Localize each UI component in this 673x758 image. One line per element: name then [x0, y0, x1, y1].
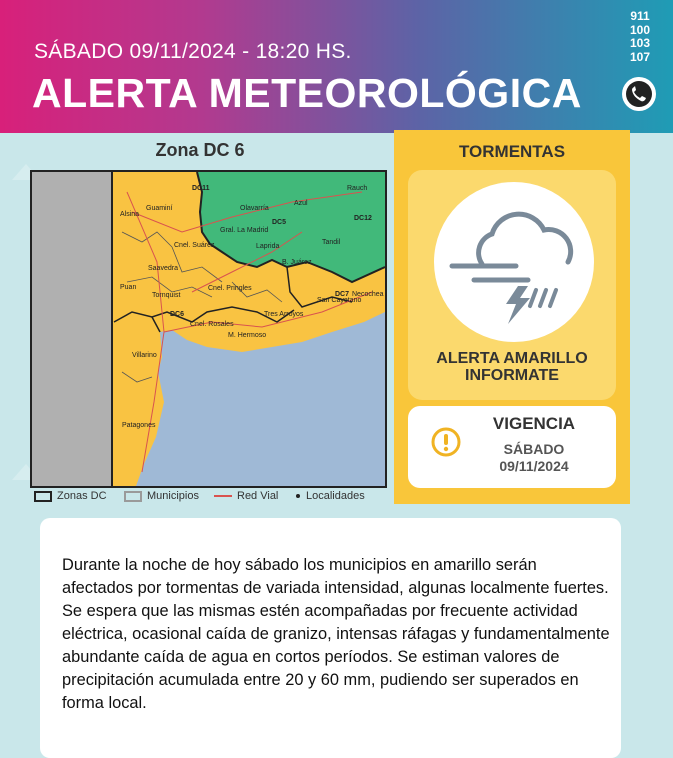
svg-text:Cnel. Pringles: Cnel. Pringles — [208, 285, 252, 292]
locality-dot-icon — [296, 494, 300, 498]
legend-red-vial: Red Vial — [214, 490, 278, 502]
svg-text:DC7: DC7 — [335, 291, 350, 298]
phone-number: 911 — [630, 9, 650, 23]
svg-text:Olavarría: Olavarría — [240, 205, 269, 212]
description-card — [40, 518, 621, 758]
svg-text:Azul: Azul — [294, 200, 308, 207]
thunderstorm-icon — [434, 182, 594, 342]
svg-text:Necochea: Necochea — [352, 291, 384, 298]
svg-text:Gral. La Madrid: Gral. La Madrid — [220, 227, 269, 234]
validity-date: 09/11/2024 — [499, 458, 569, 474]
svg-text:DC6: DC6 — [170, 311, 185, 318]
header-banner — [0, 0, 673, 133]
phone-number: 100 — [629, 22, 651, 37]
alert-zone-map[interactable] — [30, 170, 387, 488]
svg-text:DC11: DC11 — [192, 185, 210, 192]
svg-text:Tornquist: Tornquist — [152, 292, 181, 299]
svg-text:Tandil: Tandil — [322, 239, 341, 246]
svg-text:B. Juárez: B. Juárez — [282, 259, 312, 266]
hazard-panel — [394, 130, 630, 504]
legend-municipios: Municipios — [124, 490, 199, 502]
svg-text:San Cayetano: San Cayetano — [317, 297, 362, 304]
alert-description: Durante la noche de hoy sábado los municipios en amarillo serán afectados por tormentas de variada intensidad, algunas localmente fuertes. Se espera que las mismas estén acompañadas por frecuente actividad eléctrica, ocasional caída de granizo, intensas ráfagas y fundamentalmente abundante caída de agua en cortos períodos. Se estiman valores de precipitación acumulada entre 20 y 60 mm, pudiendo ser superados en forma local. — [62, 556, 610, 712]
legend-zones: Zonas DC — [34, 490, 107, 502]
legend-localidades: Localidades — [296, 490, 365, 502]
svg-text:Cnel. Rosales: Cnel. Rosales — [190, 321, 234, 328]
svg-text:Saavedra: Saavedra — [148, 265, 178, 272]
road-swatch — [214, 495, 232, 497]
zone-title: Zona DC 6 — [155, 140, 245, 160]
svg-text:M. Hermoso: M. Hermoso — [228, 332, 267, 339]
svg-text:Alsina: Alsina — [120, 211, 140, 218]
svg-text:Puan: Puan — [120, 284, 137, 291]
hazard-type: TORMENTAS — [458, 142, 566, 161]
municipios-swatch — [124, 491, 142, 502]
svg-text:Laprida: Laprida — [256, 243, 280, 250]
svg-text:Guaminí: Guaminí — [146, 205, 173, 212]
validity-day: SÁBADO — [503, 441, 565, 457]
svg-text:Rauch: Rauch — [347, 185, 368, 192]
phone-icon[interactable] — [622, 77, 656, 111]
emergency-phone-list — [620, 10, 660, 64]
phone-number: 103 — [629, 36, 651, 50]
validity-title: VIGENCIA — [492, 414, 576, 433]
map-legend — [34, 490, 394, 506]
zones-swatch — [34, 491, 52, 502]
svg-text:DC12: DC12 — [354, 215, 372, 222]
phone-number: 107 — [629, 49, 651, 64]
map-graphic — [32, 172, 385, 486]
alert-level-label: ALERTA AMARILLO INFORMATE — [436, 350, 588, 384]
svg-text:DC5: DC5 — [272, 219, 287, 226]
svg-text:Patagones: Patagones — [122, 422, 156, 429]
validity-card — [408, 406, 616, 488]
page-title: ALERTA METEOROLÓGICA — [32, 70, 582, 116]
svg-text:Villarino: Villarino — [132, 352, 157, 359]
svg-text:Tres Arroyos: Tres Arroyos — [264, 311, 304, 318]
alert-level-card — [408, 170, 616, 400]
alert-date-time: SÁBADO 09/11/2024 - 18:20 HS. — [34, 40, 352, 63]
svg-text:Cnel. Suárez: Cnel. Suárez — [174, 242, 215, 249]
